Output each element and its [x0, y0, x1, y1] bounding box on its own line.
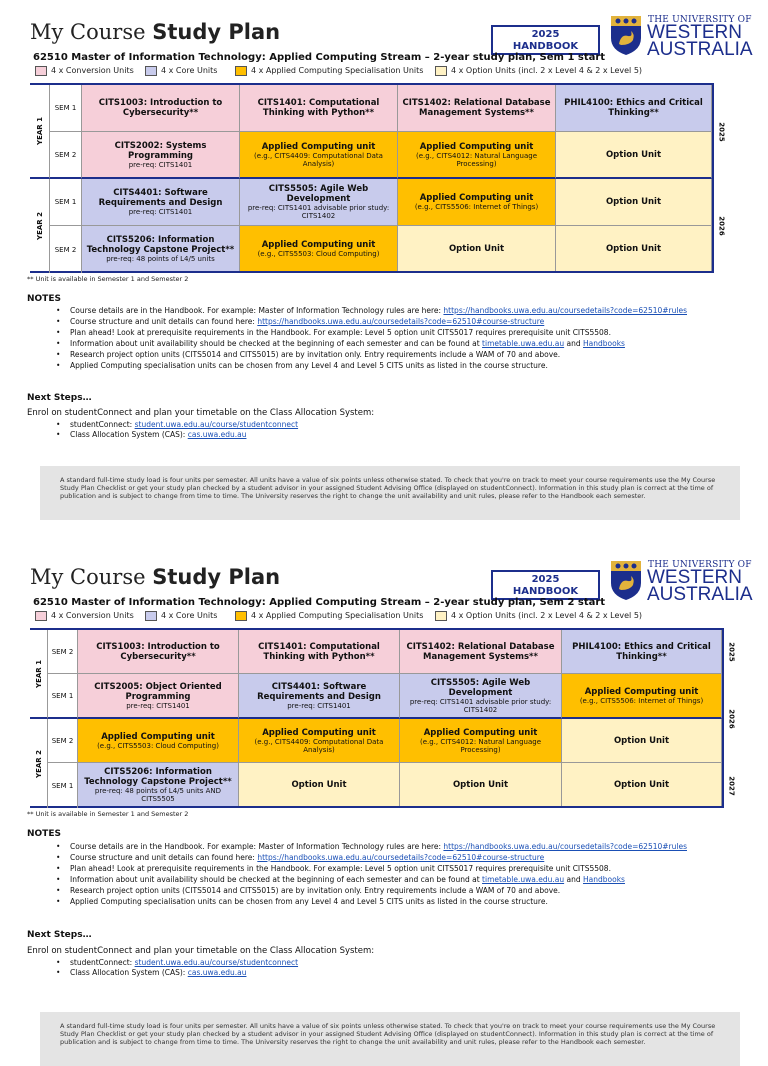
unit-cell: Option Unit [239, 763, 400, 806]
cas-link[interactable]: cas.uwa.edu.au [187, 430, 247, 439]
course-structure-link[interactable]: https://handbooks.uwa.edu.au/coursedetails?code=62510#course-structure [257, 852, 545, 862]
studentconnect-link[interactable]: student.uwa.edu.au/course/studentconnect [134, 420, 299, 429]
year-1-label: YEAR 1 [30, 85, 50, 179]
page-title: My Course Study Plan [30, 20, 281, 44]
legend-core: 4 x Core Units [145, 66, 217, 78]
next-steps-links [70, 420, 298, 440]
sem-label: SEM 1 [48, 674, 78, 719]
unit-cell: Option Unit [398, 226, 556, 271]
rules-link[interactable]: https://handbooks.uwa.edu.au/coursedetails?code=62510#rules [443, 842, 687, 851]
link-item: • Class Allocation System (CAS): cas.uwa.edu.au [70, 430, 298, 440]
unit-cell: CITS1402: Relational Database Management Systems** [400, 630, 562, 674]
calendar-year-2026: 2026 [728, 708, 737, 729]
disclaimer-box: A standard full-time study load is four units per semester. All units have a value of six points unless otherwise stated. To check that you're on track to meet your course requirements use the My Course Study Plan Checklist or get your study plan checked by a student advisor in your assigned Student Advising Office (displayed on studentConnect). Information in this study plan is correct at the time of publication and is subject to change from time to time. The University reserves the right to change the unit availability and unit rules, please refer to the Handbook each semester. [40, 466, 740, 520]
unit-cell: CITS5206: Information Technology Capstone Project** pre-req: 48 points of L4/5 units [82, 226, 240, 271]
note-item: • Course details are in the Handbook. For example: Master of Information Technology rules are here: https://handbooks.uwa.edu.au/coursedetails?code=62510#rules [70, 842, 710, 853]
unit-cell: PHIL4100: Ethics and Critical Thinking** [562, 630, 722, 674]
calendar-year-2026: 2026 [718, 216, 727, 236]
sem-label: SEM 2 [48, 630, 78, 674]
studentconnect-link[interactable]: student.uwa.edu.au/course/studentconnect [134, 958, 299, 967]
year-2-label: YEAR 2 [30, 719, 48, 808]
notes-heading: NOTES [27, 294, 61, 304]
note-item: • Plan ahead! Look at prerequisite requirements in the Handbook. For example: Level 5 option unit CITS5017 requires prerequisite unit CITS5508. [70, 864, 710, 875]
university-name-small: THE UNIVERSITY OF [648, 560, 752, 570]
legend-conversion: 4 x Conversion Units [35, 611, 134, 623]
legend-specialisation: 4 x Applied Computing Specialisation Units [235, 66, 425, 78]
calendar-year-2027: 2027 [728, 775, 737, 796]
unit-cell: CITS1003: Introduction to Cybersecurity** [78, 630, 239, 674]
university-name-small: THE UNIVERSITY OF [648, 15, 752, 25]
calendar-year-2025: 2025 [728, 642, 737, 662]
sem-label: SEM 1 [50, 85, 82, 132]
unit-cell: Applied Computing unit (e.g., CITS4409: Computational Data Analysis) [240, 132, 398, 179]
enrol-text: Enrol on studentConnect and plan your timetable on the Class Allocation System: [27, 946, 375, 956]
unit-cell: CITS5505: Agile Web Development pre-req: CITS1401 advisable prior study: CITS1402 [240, 179, 398, 226]
note-item: • Information about unit availability should be checked at the beginning of each semester and can be found at timetable.uwa.edu.au and Handbooks [70, 339, 710, 350]
unit-cell: CITS1003: Introduction to Cybersecurity** [82, 85, 240, 132]
unit-cell: CITS4401: Software Requirements and Design pre-req: CITS1401 [82, 179, 240, 226]
cas-link[interactable]: cas.uwa.edu.au [187, 968, 247, 977]
unit-cell: Applied Computing unit (e.g., CITS5503: Cloud Computing) [240, 226, 398, 271]
year-2-label: YEAR 2 [30, 179, 50, 273]
unit-cell: Applied Computing unit (e.g., CITS4409: Computational Data Analysis) [239, 719, 400, 763]
unit-cell: Applied Computing unit (e.g., CITS5503: Cloud Computing) [78, 719, 239, 763]
unit-cell: Option Unit [562, 763, 722, 806]
uwa-logo [609, 559, 759, 605]
link-item: • studentConnect: student.uwa.edu.au/course/studentconnect [70, 958, 298, 968]
handbooks-link[interactable]: Handbooks [583, 874, 625, 884]
unit-cell: CITS2002: Systems Programming pre-req: CITS1401 [82, 132, 240, 179]
unit-cell: Applied Computing unit (e.g., CITS4012: Natural Language Processing) [398, 132, 556, 179]
unit-cell: CITS2005: Object Oriented Programming pre-req: CITS1401 [78, 674, 239, 719]
course-structure-link[interactable]: https://handbooks.uwa.edu.au/coursedetails?code=62510#course-structure [257, 316, 545, 326]
page-title: My Course Study Plan [30, 565, 281, 589]
unit-cell: CITS5505: Agile Web Development pre-req: CITS1401 advisable prior study: CITS1402 [400, 674, 562, 719]
rules-link[interactable]: https://handbooks.uwa.edu.au/coursedetails?code=62510#rules [443, 306, 687, 315]
unit-cell: CITS5206: Information Technology Capstone Project** pre-req: 48 points of L4/5 units AND CITS5505 [78, 763, 239, 806]
university-name: WESTERN AUSTRALIA [647, 22, 753, 60]
unit-cell: PHIL4100: Ethics and Critical Thinking** [556, 85, 712, 132]
unit-cell: CITS4401: Software Requirements and Design pre-req: CITS1401 [239, 674, 400, 719]
note-item: • Research project option units (CITS5014 and CITS5015) are by invitation only. Entry requirements include a WAM of 70 and above. [70, 350, 710, 361]
unit-cell: Applied Computing unit (e.g., CITS5506: Internet of Things) [398, 179, 556, 226]
handbooks-link[interactable]: Handbooks [583, 338, 625, 348]
timetable-link[interactable]: timetable.uwa.edu.au [482, 338, 565, 348]
note-item: • Course details are in the Handbook. For example: Master of Information Technology rules are here: https://handbooks.uwa.edu.au/coursedetails?code=62510#rules [70, 306, 710, 317]
unit-cell: Option Unit [556, 226, 712, 271]
unit-cell: Applied Computing unit (e.g., CITS5506: Internet of Things) [562, 674, 722, 719]
uwa-crest-icon [609, 559, 643, 601]
study-plan-grid [30, 83, 730, 273]
note-item: • Plan ahead! Look at prerequisite requirements in the Handbook. For example: Level 5 option unit CITS5017 requires prerequisite unit CITS5508. [70, 328, 710, 339]
unit-cell: Option Unit [556, 132, 712, 179]
study-plan-grid [30, 628, 750, 808]
plan-subtitle: 62510 Master of Information Technology: Applied Computing Stream – 2-year study plan, Sem 1 start [33, 52, 606, 63]
sem-label: SEM 2 [50, 226, 82, 273]
footnote: ** Unit is available in Semester 1 and Semester 2 [27, 810, 189, 818]
year-1-label: YEAR 1 [30, 630, 48, 719]
unit-cell: Applied Computing unit (e.g., CITS4012: Natural Language Processing) [400, 719, 562, 763]
note-item: • Course structure and unit details can found here: https://handbooks.uwa.edu.au/coursedetails?code=62510#course-structure [70, 317, 710, 328]
notes-heading: NOTES [27, 829, 61, 839]
note-item: • Course structure and unit details can found here: https://handbooks.uwa.edu.au/coursedetails?code=62510#course-structure [70, 853, 710, 864]
next-steps-heading: Next Steps… [27, 393, 92, 403]
note-item: • Information about unit availability should be checked at the beginning of each semester and can be found at timetable.uwa.edu.au and Handbooks [70, 875, 710, 886]
legend-core: 4 x Core Units [145, 611, 217, 623]
sem-label: SEM 1 [50, 179, 82, 226]
unit-cell: CITS1401: Computational Thinking with Python** [240, 85, 398, 132]
note-item: • Applied Computing specialisation units can be chosen from any Level 4 and Level 5 CITS units as listed in the course structure. [70, 361, 710, 372]
notes-list [70, 306, 710, 371]
next-steps-heading: Next Steps… [27, 930, 92, 940]
note-item: • Research project option units (CITS5014 and CITS5015) are by invitation only. Entry requirements include a WAM of 70 and above. [70, 886, 710, 897]
sem-label: SEM 1 [48, 763, 78, 808]
plan-subtitle: 62510 Master of Information Technology: Applied Computing Stream – 2-year study plan, Sem 2 start [33, 597, 606, 608]
footnote: ** Unit is available in Semester 1 and Semester 2 [27, 275, 189, 283]
note-item: • Applied Computing specialisation units can be chosen from any Level 4 and Level 5 CITS units as listed in the course structure. [70, 897, 710, 908]
legend-option: 4 x Option Units (incl. 2 x Level 4 & 2 x Level 5) [435, 66, 642, 78]
university-name: WESTERN AUSTRALIA [647, 567, 753, 605]
unit-cell: Option Unit [556, 179, 712, 226]
uwa-crest-icon [609, 14, 643, 56]
notes-list [70, 842, 710, 907]
unit-cell: CITS1401: Computational Thinking with Python** [239, 630, 400, 674]
handbook-badge: 2025 HANDBOOK [491, 570, 600, 600]
sem-label: SEM 2 [50, 132, 82, 179]
link-item: • studentConnect: student.uwa.edu.au/course/studentconnect [70, 420, 298, 430]
next-steps-links [70, 958, 298, 978]
timetable-link[interactable]: timetable.uwa.edu.au [482, 874, 565, 884]
legend-option: 4 x Option Units (incl. 2 x Level 4 & 2 x Level 5) [435, 611, 642, 623]
disclaimer-box: A standard full-time study load is four units per semester. All units have a value of six points unless otherwise stated. To check that you're on track to meet your course requirements use the My Course Study Plan Checklist or get your study plan checked by a student advisor in your assigned Student Advising Office (displayed on studentConnect). Information in this study plan is correct at the time of publication and is subject to change from time to time. The University reserves the right to change the unit availability and unit rules, please refer to the Handbook each semester. [40, 1012, 740, 1066]
legend-conversion: 4 x Conversion Units [35, 66, 134, 78]
handbook-badge: 2025 HANDBOOK [491, 25, 600, 55]
unit-cell: Option Unit [562, 719, 722, 763]
enrol-text: Enrol on studentConnect and plan your timetable on the Class Allocation System: [27, 408, 375, 418]
link-item: • Class Allocation System (CAS): cas.uwa.edu.au [70, 968, 298, 978]
sem-label: SEM 2 [48, 719, 78, 763]
unit-cell: CITS1402: Relational Database Management Systems** [398, 85, 556, 132]
uwa-logo [609, 14, 759, 60]
unit-cell: Option Unit [400, 763, 562, 806]
calendar-year-2025: 2025 [718, 122, 727, 142]
legend-specialisation: 4 x Applied Computing Specialisation Units [235, 611, 425, 623]
